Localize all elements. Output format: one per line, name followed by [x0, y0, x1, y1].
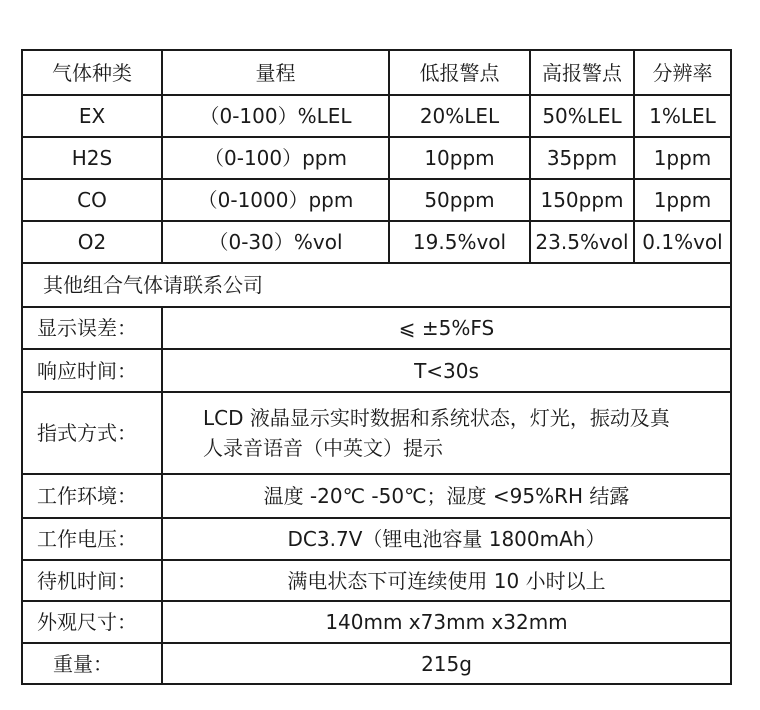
- spec-label: 外观尺寸：: [37, 610, 137, 634]
- gas-resolution: 1%LEL: [649, 104, 716, 128]
- spec-label: 指式方式：: [37, 421, 137, 445]
- gas-high-alarm: 50%LEL: [542, 104, 622, 128]
- header-gas-type: 气体种类: [52, 60, 132, 85]
- gas-high-alarm: 150ppm: [540, 188, 624, 212]
- gas-resolution: 1ppm: [653, 188, 712, 212]
- gas-range: （0-30）%vol: [208, 230, 343, 254]
- spec-value: 215g: [421, 651, 472, 676]
- gas-low-alarm: 19.5%vol: [412, 230, 507, 254]
- gas-name: H2S: [71, 146, 113, 170]
- contact-note: 其他组合气体请联系公司: [43, 273, 263, 297]
- gas-high-alarm: 35ppm: [546, 146, 618, 170]
- gas-name: EX: [78, 104, 106, 128]
- spec-label: 重量：: [53, 651, 113, 676]
- spec-value: DC3.7V（锂电池容量 1800mAh）: [287, 527, 606, 551]
- gas-low-alarm: 20%LEL: [419, 104, 500, 128]
- spec-table: [21, 49, 732, 685]
- gas-range: （0-100）ppm: [204, 146, 347, 170]
- spec-value: LCD 液晶显示实时数据和系统状态，灯光，振动及真人录音语音（中英文）提示: [203, 406, 670, 460]
- header-resolution: 分辨率: [652, 60, 713, 85]
- spec-label: 工作电压：: [37, 527, 137, 551]
- gas-range: （0-1000）ppm: [197, 188, 354, 212]
- gas-resolution: 1ppm: [653, 146, 712, 170]
- spec-label: 工作环境：: [37, 484, 137, 508]
- gas-high-alarm: 23.5%vol: [535, 230, 629, 254]
- spec-label: 响应时间：: [37, 358, 137, 383]
- spec-label: 显示误差：: [37, 316, 137, 340]
- spec-value: T<30s: [414, 358, 479, 383]
- gas-name: O2: [77, 230, 107, 254]
- gas-name: CO: [77, 188, 107, 212]
- gas-low-alarm: 50ppm: [424, 188, 495, 212]
- header-range: 量程: [255, 60, 296, 85]
- header-high-alarm: 高报警点: [542, 60, 622, 85]
- gas-low-alarm: 10ppm: [424, 146, 495, 170]
- spec-value: 温度 -20℃ -50℃；湿度 <95%RH 结露: [263, 484, 630, 508]
- gas-range: （0-100）%LEL: [199, 104, 352, 128]
- spec-value: 满电状态下可连续使用 10 小时以上: [287, 568, 606, 593]
- spec-value: ⩽ ±5%FS: [398, 316, 495, 340]
- spec-label: 待机时间：: [37, 568, 137, 593]
- gas-resolution: 0.1%vol: [642, 230, 723, 254]
- header-low-alarm: 低报警点: [419, 60, 500, 85]
- spec-value: 140mm x73mm x32mm: [325, 610, 568, 634]
